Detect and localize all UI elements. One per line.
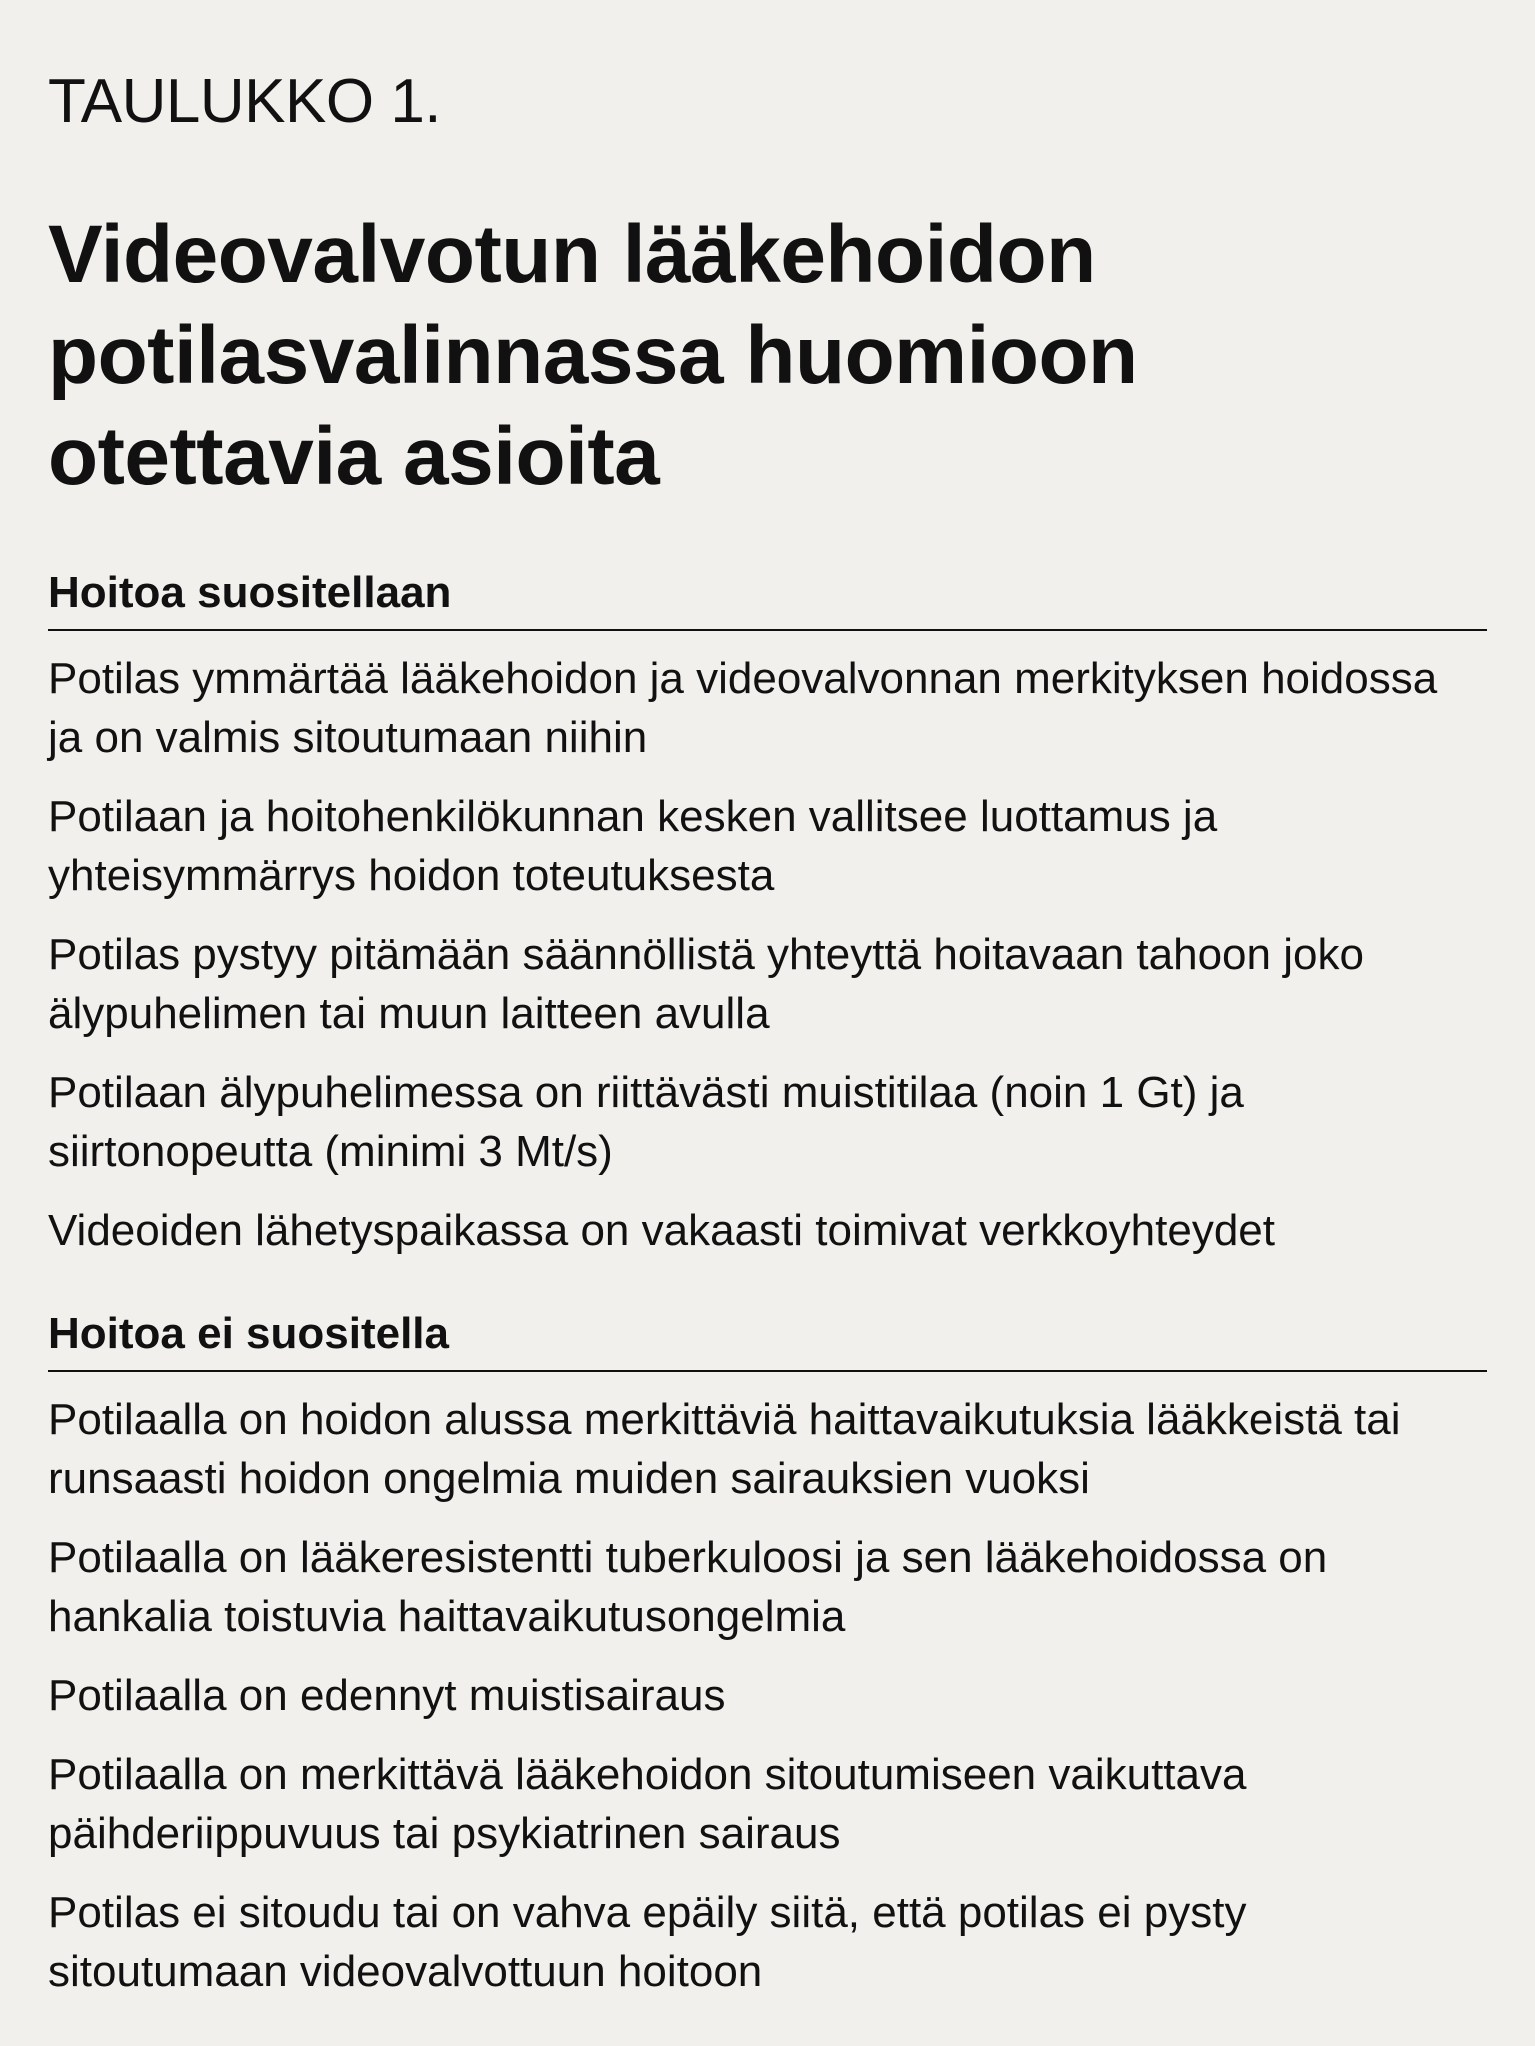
list-item: Potilaalla on lääkeresistentti tuberkuloosi ja sen lääkehoidossa on hankalia toistuvia haittavaikutusongelmia: [48, 1533, 1328, 1641]
criteria-list: [48, 1390, 1487, 2001]
list-item: Potilaalla on merkittävä lääkehoidon sitoutumiseen vaikuttava päihderiippuvuus tai psykiatrinen sairaus: [48, 1750, 1247, 1858]
section-heading: Hoitoa ei suositella: [48, 1306, 1487, 1372]
list-item: Potilas pystyy pitämään säännöllistä yhteyttä hoitavaan tahoon joko älypuhelimen tai muun laitteen avulla: [48, 930, 1364, 1038]
list-item: Potilas ei sitoudu tai on vahva epäily siitä, että potilas ei pysty sitoutumaan videovalvottuun hoitoon: [48, 1888, 1247, 1996]
table-title: Videovalvotun lääkehoidon potilasvalinnassa huomioon otettavia asioita: [48, 209, 1138, 502]
criteria-list: [48, 649, 1487, 1260]
list-item: Potilaan älypuhelimessa on riittävästi muistitilaa (noin 1 Gt) ja siirtonopeutta (minimi 3 Mt/s): [48, 1068, 1244, 1176]
list-item: Potilaalla on edennyt muistisairaus: [48, 1671, 726, 1720]
table-label: TAULUKKO 1.: [48, 67, 442, 136]
list-item: Potilas ymmärtää lääkehoidon ja videovalvonnan merkityksen hoidossa ja on valmis sitoutumaan niihin: [48, 654, 1438, 762]
list-item: Potilaalla on hoidon alussa merkittäviä haittavaikutuksia lääkkeistä tai runsaasti hoidon ongelmia muiden sairauksien vuoksi: [48, 1395, 1401, 1503]
section-heading: Hoitoa suositellaan: [48, 565, 1487, 631]
list-item: Potilaan ja hoitohenkilökunnan kesken vallitsee luottamus ja yhteisymmärrys hoidon toteutuksesta: [48, 792, 1218, 900]
section-recommended: [48, 565, 1487, 1260]
list-item: Videoiden lähetyspaikassa on vakaasti toimivat verkkoyhteydet: [48, 1206, 1275, 1255]
section-not-recommended: [48, 1306, 1487, 2001]
